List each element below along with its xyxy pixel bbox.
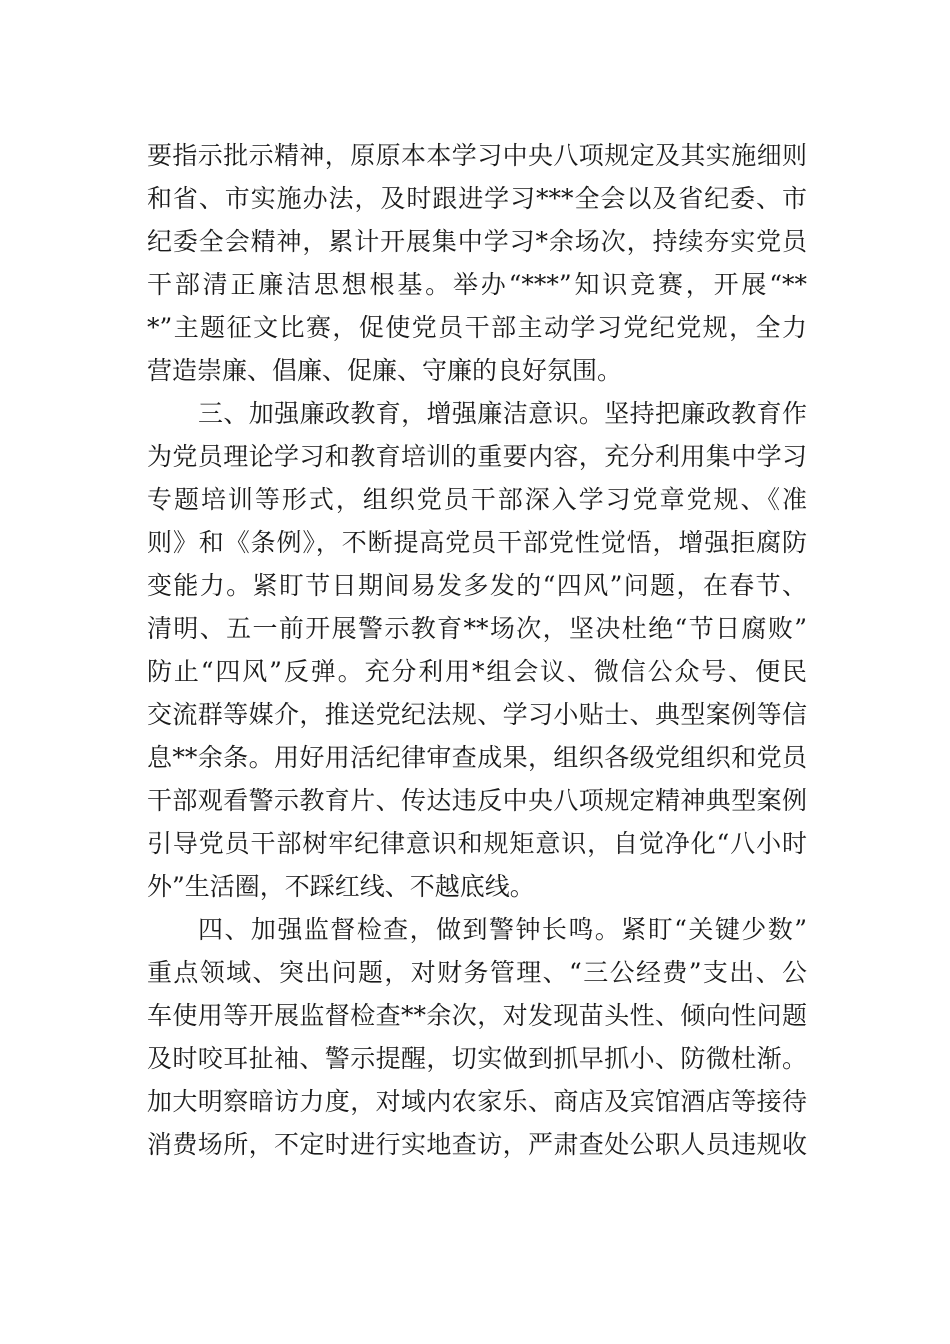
text-line: 消费场所，不定时进行实地查访，严肃查处公职人员违规收 — [147, 1130, 807, 1159]
text-line: 重点领域、突出问题，对财务管理、“三公经费”支出、公 — [147, 958, 807, 987]
text-line: 变能力。紧盯节日期间易发多发的“四风”问题，在春节、 — [147, 571, 807, 600]
text-line: 和省、市实施办法，及时跟进学习***全会以及省纪委、市 — [147, 184, 807, 213]
section-three-heading-line: 三、加强廉政教育，增强廉洁意识。坚持把廉政教育作 — [198, 399, 807, 428]
text-line: 外”生活圈，不踩红线、不越底线。 — [147, 872, 535, 901]
text-line: *”主题征文比赛，促使党员干部主动学习党纪党规，全力 — [147, 313, 807, 342]
text-line: 引导党员干部树牢纪律意识和规矩意识，自觉净化“八小时 — [147, 829, 807, 858]
text-line: 车使用等开展监督检查**余次，对发现苗头性、倾向性问题 — [147, 1001, 807, 1030]
text-line: 及时咬耳扯袖、警示提醒，切实做到抓早抓小、防微杜渐。 — [147, 1044, 807, 1073]
text-line: 干部观看警示教育片、传达违反中央八项规定精神典型案例 — [147, 786, 807, 815]
text-line: 要指示批示精神，原原本本学习中央八项规定及其实施细则 — [147, 141, 807, 170]
text-line: 则》和《条例》，不断提高党员干部党性觉悟，增强拒腐防 — [147, 528, 807, 557]
text-line: 营造崇廉、倡廉、促廉、守廉的良好氛围。 — [147, 356, 623, 385]
text-line: 纪委全会精神，累计开展集中学习*余场次，持续夯实党员 — [147, 227, 807, 256]
text-line: 加大明察暗访力度，对域内农家乐、商店及宾馆酒店等接待 — [147, 1087, 807, 1116]
text-line: 为党员理论学习和教育培训的重要内容，充分利用集中学习 — [147, 442, 807, 471]
section-four-heading-line: 四、加强监督检查，做到警钟长鸣。紧盯“关键少数” — [198, 915, 807, 944]
text-line: 防止“四风”反弹。充分利用*组会议、微信公众号、便民 — [147, 657, 807, 686]
text-line: 干部清正廉洁思想根基。举办“***”知识竞赛，开展“** — [147, 270, 807, 299]
text-line: 清明、五一前开展警示教育**场次，坚决杜绝“节日腐败” — [147, 614, 807, 643]
text-line: 交流群等媒介，推送党纪法规、学习小贴士、典型案例等信 — [147, 700, 807, 729]
text-line: 专题培训等形式，组织党员干部深入学习党章党规、《准 — [147, 485, 807, 514]
text-line: 息**余条。用好用活纪律审查成果，组织各级党组织和党员 — [147, 743, 807, 772]
